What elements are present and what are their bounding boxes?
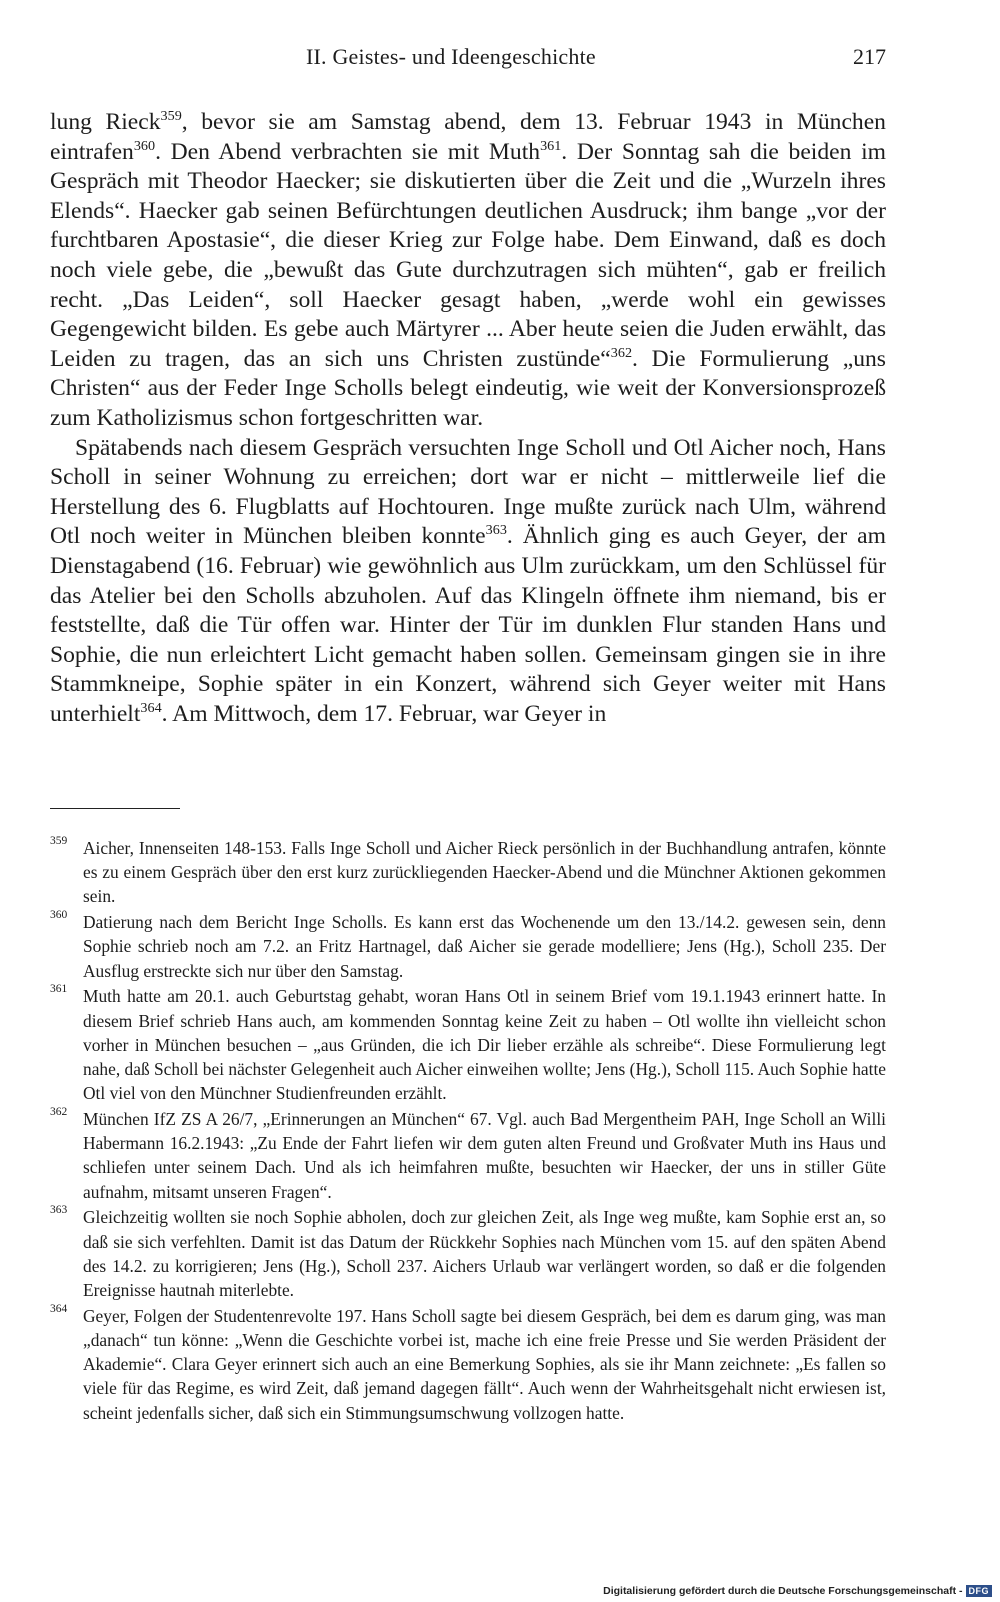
text-run: . Die Formulierung „uns Christen“ aus der Feder Inge Scholls belegt eindeutig, wie weit der Konversionsprozeß zum Katholizismus schon fortgeschritten war. bbox=[50, 345, 886, 431]
footnote-number: 363 bbox=[50, 1204, 68, 1217]
text-run: . Der Sonntag sah die beiden im Gespräch mit Theodor Haecker; sie diskutierten über die Zeit und die „Wurzeln ihres Elends“. Haecker gab seinen Befürchtungen deutlichen Ausdruck; ihm bange „vor der furchtbaren Apostasie“, die dieser Krieg zur Folge habe. Dem Einwand, daß es doch noch viele gebe, die „bewußt das Gute durchzutragen sich mühten“, gab er freilich recht. „Das Leiden“, soll Haecker gesagt haben, „werde wohl ein gewisses Gegengewicht bilden. Es gebe auch Märtyrer ... Aber heute seien die Juden erwählt, das Leiden zu tragen, das an sich uns Christen zustünde“ bbox=[50, 138, 886, 372]
text-run: . Ähnlich ging es auch Geyer, der am Dienstagabend (16. Februar) wie gewöhnlich aus Ulm zurückkam, um den Schlüssel für das Atelier bei den Scholls abzuholen. Auf das Klingeln öffnete ihm niemand, bis er feststellte, daß die Tür offen war. Hinter der Tür im dunklen Flur standen Hans und Sophie, die nun erleichtert Licht gemacht haben sollen. Gemeinsam gingen sie in ihre Stammkneipe, Sophie später in ein Konzert, während sich Geyer weiter mit Hans unterhielt bbox=[50, 523, 886, 727]
footnote-ref: 362 bbox=[610, 344, 633, 361]
footnote-text: Muth hatte am 20.1. auch Geburtstag gehabt, woran Hans Otl in seinem Brief vom 19.1.1943 erinnert hatte. In diesem Brief schrieb Hans auch, am kommenden Sonntag keine Zeit zu haben – Otl wollte ihn vielleicht schon vorher in München besuchen – „aus Gründen, die ich Dir lieber erzähle als schreibe“. Diese Formulierung legt nahe, daß Scholl bei nächster Gelegenheit auch Aicher einweihen wollte; Jens (Hg.), Scholl 115. Auch Sophie hatte Otl viel von den Münchner Studienfreunden erzählt. bbox=[83, 986, 886, 1104]
footnote-separator bbox=[50, 808, 180, 809]
paragraph bbox=[50, 434, 886, 730]
footnote-text: Gleichzeitig wollten sie noch Sophie abholen, doch zur gleichen Zeit, als Inge weg mußte, kam Sophie erst an, so daß sie sich verfehlten. Damit ist das Datum der Rückkehr Sophies nach München vom 15. auf den späten Abend des 14.2. zu korrigieren; Jens (Hg.), Scholl 237. Aichers Urlaub war verlängert worden, so daß er die folgenden Ereignisse hautnah miterlebte. bbox=[83, 1207, 886, 1301]
running-header bbox=[0, 44, 886, 78]
footnote-text: Datierung nach dem Bericht Inge Scholls. Es kann erst das Wochenende um den 13./14.2. gewesen sein, denn Sophie schrieb noch am 7.2. an Fritz Hartnagel, daß Aicher sie gerade modelliere; Jens (Hg.), Scholl 235. Der Ausflug erstreckte sich nur über den Samstag. bbox=[83, 912, 886, 981]
footnote-text: Aicher, Innenseiten 148-153. Falls Inge Scholl und Aicher Rieck persönlich in der Buchhandlung antrafen, könnte es zu einem Gespräch über den erst kurz zurückliegenden Haecker-Abend und die Münchner Aktionen gekommen sein. bbox=[83, 838, 886, 907]
footnote-ref: 363 bbox=[485, 522, 507, 539]
main-text bbox=[50, 108, 886, 729]
footnote bbox=[50, 910, 886, 983]
footnote-number: 360 bbox=[50, 909, 68, 922]
footnote-number: 362 bbox=[50, 1106, 68, 1119]
footnote-ref: 361 bbox=[540, 137, 562, 154]
footnote-ref: 364 bbox=[140, 700, 162, 717]
dfg-logo: DFG bbox=[966, 1585, 993, 1597]
footnote bbox=[50, 1107, 886, 1204]
footnote-ref: 359 bbox=[160, 108, 182, 125]
footnote bbox=[50, 984, 886, 1105]
footnote-number: 361 bbox=[50, 983, 68, 996]
footnotes bbox=[50, 836, 886, 1426]
footnote-text: Geyer, Folgen der Studentenrevolte 197. Hans Scholl sagte bei diesem Gespräch, bei dem es darum ging, was man „danach“ tun könne: „Wenn die Geschichte vorbei ist, mache ich eine freie Presse und Sie werden Präsident der Akademie“. Clara Geyer erinnert sich auch an eine Bemerkung Sophies, als sie ihr Mann zeichnete: „Es fallen so viele für das Regime, es wird Zeit, daß jemand dagegen fällt“. Auch wenn der Wahrheitsgehalt nicht erwiesen ist, scheint jedenfalls sicher, daß sich ein Stimmungsumschwung vollzogen hatte. bbox=[83, 1305, 886, 1423]
paragraph bbox=[50, 108, 886, 434]
page-number: 217 bbox=[853, 44, 886, 69]
digitization-credit bbox=[603, 1585, 992, 1597]
text-run: . Den Abend verbrachten sie mit Muth bbox=[155, 138, 541, 165]
footnote-number: 359 bbox=[50, 835, 68, 847]
running-title: II. Geistes- und Ideengeschichte bbox=[306, 44, 596, 69]
footnote-ref: 360 bbox=[133, 137, 156, 154]
text-run: Spätabends nach diesem Gespräch versuchten Inge Scholl und Otl Aicher noch, Hans Scholl in seiner Wohnung zu erreichen; dort war er nicht – mittlerweile lief die Herstellung des 6. Flugblatts auf Hochtouren. Inge mußte zurück nach Ulm, während Otl noch weiter in München bleiben konnte bbox=[50, 434, 886, 550]
footnote-number: 364 bbox=[50, 1302, 68, 1315]
text-run: , bevor sie am Samstag abend, dem 13. Februar 1943 in München eintrafen bbox=[50, 109, 886, 165]
footnote-text: München IfZ ZS A 26/7, „Erinnerungen an München“ 67. Vgl. auch Bad Mergentheim PAH, Inge Scholl an Willi Habermann 16.2.1943: „Zu Ende der Fahrt liefen wir dem guten alten Freund und Großvater Muth ins Haus und schliefen unter seinem Dach. Und als ich heimfahren mußte, besuchten wir Haecker, der uns in stiller Güte aufnahm, mitsamt unseren Fragen“. bbox=[83, 1109, 886, 1202]
text-run: . Am Mittwoch, dem 17. Februar, war Geyer in bbox=[161, 700, 607, 727]
footnote bbox=[50, 1205, 886, 1302]
footnote bbox=[50, 1304, 886, 1425]
credit-text: Digitalisierung gefördert durch die Deutsche Forschungsgemeinschaft - bbox=[603, 1584, 963, 1597]
text-run: lung Rieck bbox=[50, 109, 161, 135]
footnote bbox=[50, 836, 886, 909]
